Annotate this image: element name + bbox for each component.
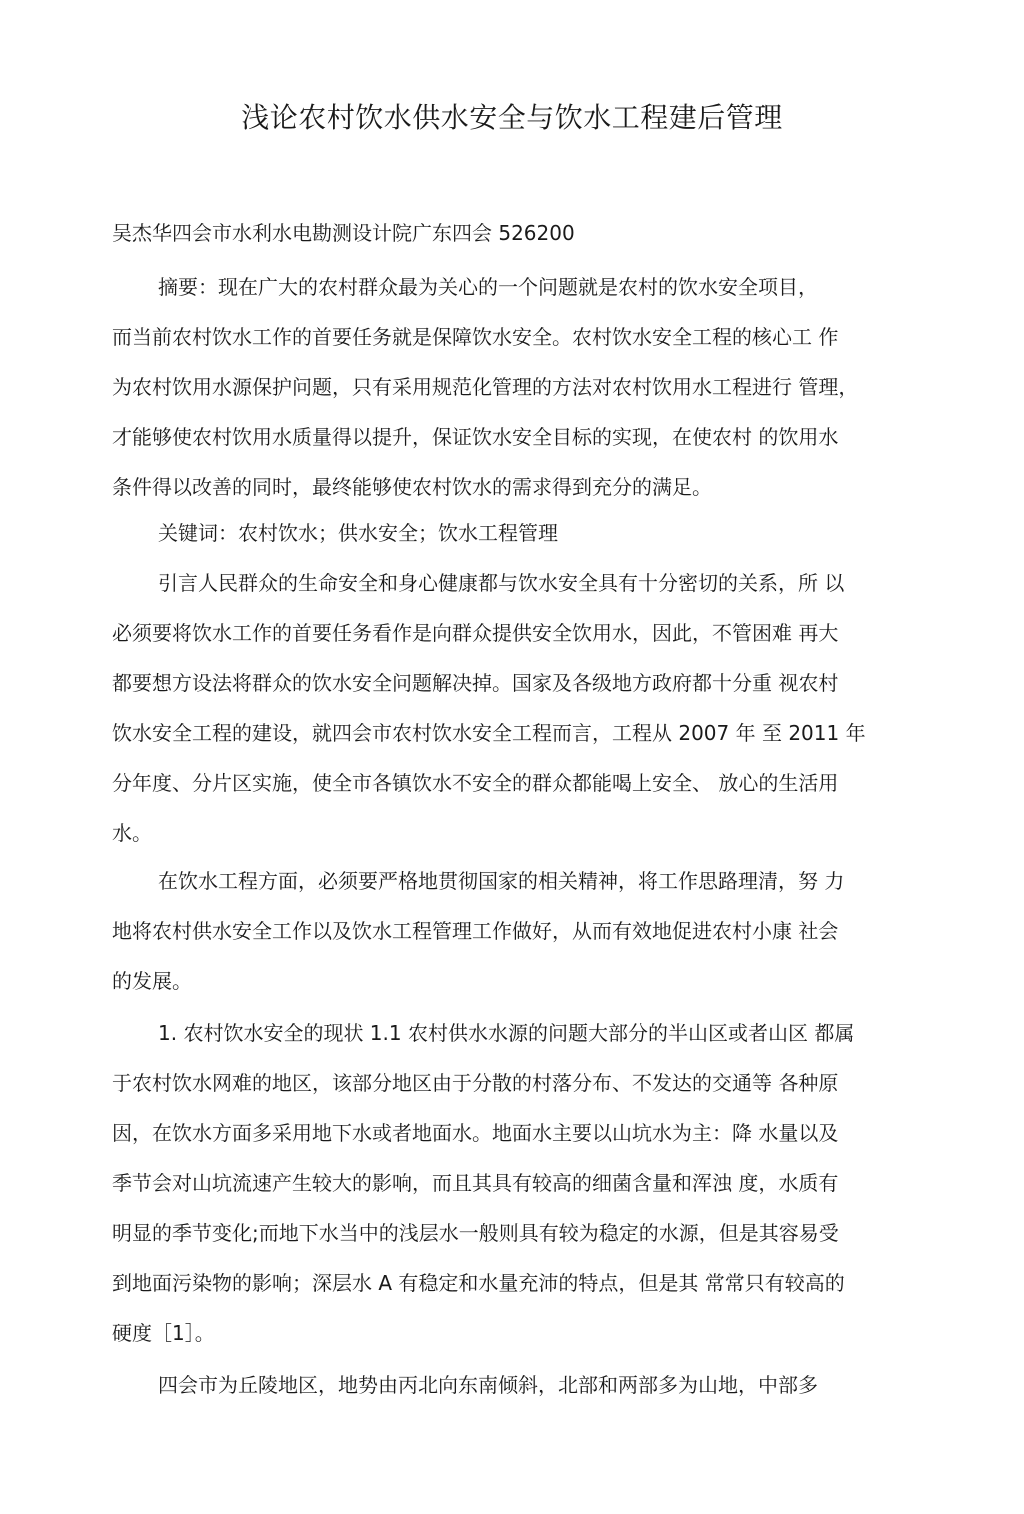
paragraph-line: 关键词：农村饮水；供水安全；饮水工程管理: [158, 521, 558, 545]
section-1-paragraph: [112, 1008, 932, 1358]
paragraph-line: 于农村饮水网难的地区，该部分地区由于分散的村落分布、不发达的交通等 各种原: [112, 1071, 839, 1095]
paragraph-line: 在饮水工程方面，必须要严格地贯彻国家的相关精神，将工作思路理清，努 力: [158, 869, 845, 893]
paragraph-line: 到地面污染物的影响；深层水 A 有稳定和水量充沛的特点，但是其 常常只有较高的: [112, 1271, 845, 1295]
paragraph-line: 四会市为丘陵地区，地势由丙北向东南倾斜，北部和两部多为山地，中部多: [158, 1373, 818, 1397]
sihui-paragraph: [112, 1360, 932, 1410]
paragraph-line: 1. 农村饮水安全的现状 1.1 农村供水水源的问题大部分的半山区或者山区 都属: [158, 1021, 855, 1045]
engineering-paragraph: [112, 856, 932, 1006]
paragraph-line: 明显的季节变化;而地下水当中的浅层水一般则具有较为稳定的水源，但是其容易受: [112, 1221, 839, 1245]
paragraph-line: 硬度［1］。: [112, 1321, 215, 1345]
paragraph-line: 都要想方设法将群众的饮水安全问题解决掉。国家及各级地方政府都十分重 视农村: [112, 671, 839, 695]
paragraph-line: 必须要将饮水工作的首要任务看作是向群众提供安全饮用水，因此，不管困难 再大: [112, 621, 839, 645]
paragraph-line: 摘要：现在广大的农村群众最为关心的一个问题就是农村的饮水安全项目，: [158, 275, 818, 299]
document-title: 浅论农村饮水供水安全与饮水工程建后管理: [241, 101, 783, 134]
abstract-paragraph: [112, 262, 932, 512]
introduction-paragraph: [112, 558, 932, 858]
paragraph-line: 的发展。: [112, 969, 192, 993]
paragraph-line: 季节会对山坑流速产生较大的影响，而且其具有较高的细菌含量和浑浊 度，水质有: [112, 1171, 839, 1195]
paragraph-line: 分年度、分片区实施，使全市各镇饮水不安全的群众都能喝上安全、 放心的生活用: [112, 771, 839, 795]
paragraph-line: 饮水安全工程的建设，就四会市农村饮水安全工程而言，工程从 2007 年 至 2011 年: [112, 721, 866, 745]
author-line: 吴杰华四会市水利水电勘测设计院广东四会 526200: [112, 221, 575, 245]
paragraph-line: 为农村饮用水源保护问题，只有采用规范化管理的方法对农村饮用水工程进行 管理，: [112, 375, 859, 399]
paragraph-line: 水。: [112, 821, 152, 845]
paragraph-line: 才能够使农村饮用水质量得以提升，保证饮水安全目标的实现，在使农村 的饮用水: [112, 425, 839, 449]
keywords-paragraph: [112, 508, 932, 558]
paragraph-line: 地将农村供水安全工作以及饮水工程管理工作做好，从而有效地促进农村小康 社会: [112, 919, 839, 943]
paragraph-line: 而当前农村饮水工作的首要任务就是保障饮水安全。农村饮水安全工程的核心工 作: [112, 325, 839, 349]
paragraph-line: 因，在饮水方面多采用地下水或者地面水。地面水主要以山坑水为主：降 水量以及: [112, 1121, 839, 1145]
paragraph-line: 引言人民群众的生命安全和身心健康都与饮水安全具有十分密切的关系，所 以: [158, 571, 845, 595]
paragraph-line: 条件得以改善的同时，最终能够使农村饮水的需求得到充分的满足。: [112, 475, 712, 499]
